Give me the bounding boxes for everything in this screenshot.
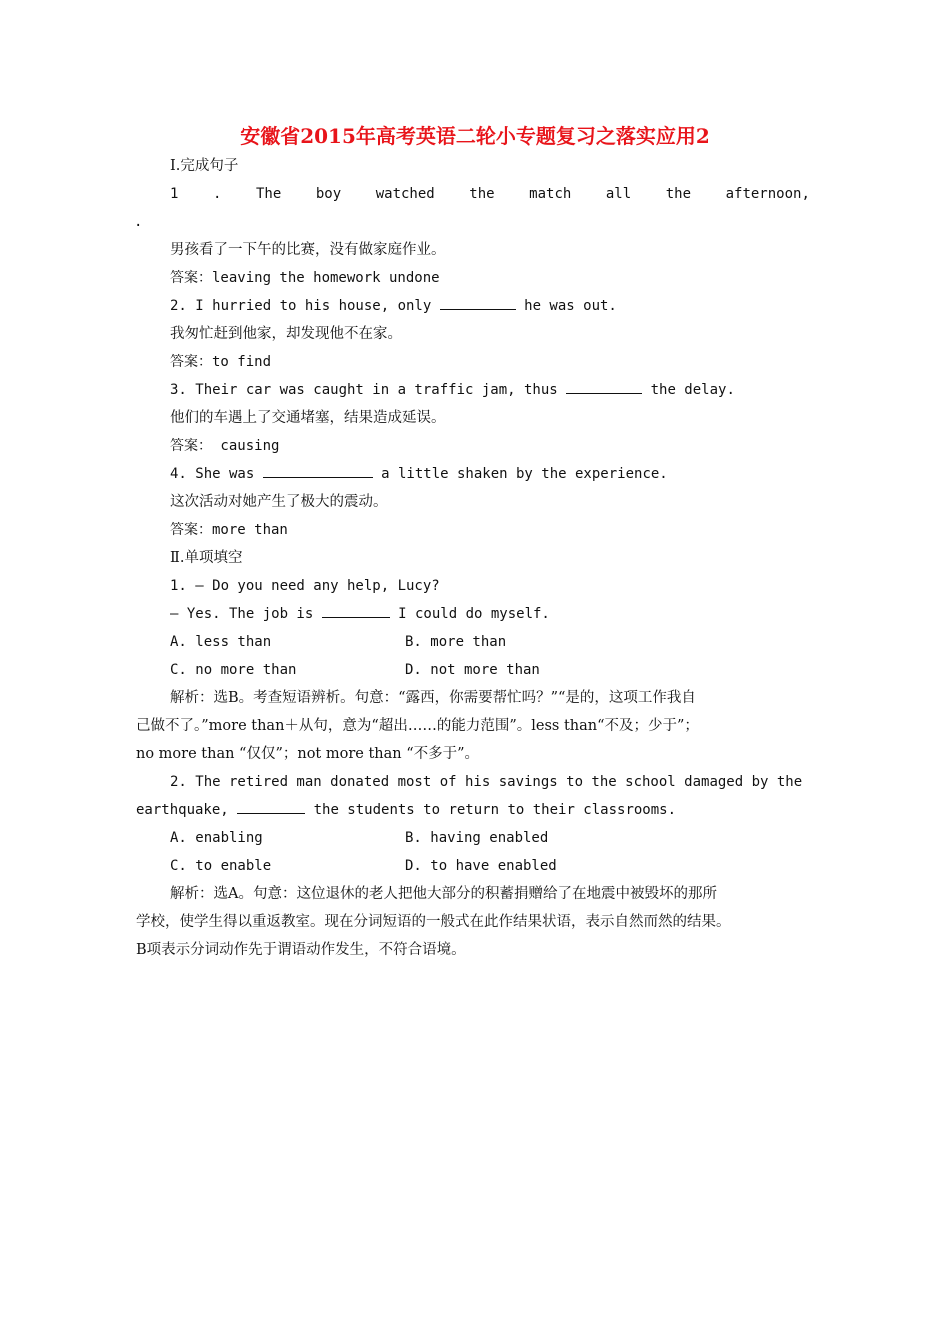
question-4-blank[interactable] — [263, 463, 373, 478]
mc-question-2-blank[interactable] — [237, 799, 305, 814]
mc-question-1-explanation-2: 己做不了。”more than＋从句，意为“超出……的能力范围”。less than“不及；少于”； — [136, 718, 699, 734]
question-1-line — [170, 180, 830, 208]
question-1-answer: 答案：leaving the homework undone — [170, 270, 440, 286]
mc-question-2-text-before: earthquake, — [136, 802, 238, 818]
mc-question-1-text-after: I could do myself. — [389, 606, 550, 622]
question-4-text-before: 4. She was — [170, 466, 263, 482]
document-title: 安徽省2015年高考英语二轮小专题复习之落实应用2 — [240, 124, 710, 148]
mc-question-1-options-cd — [170, 656, 830, 684]
question-4-text-after: a little shaken by the experience. — [372, 466, 668, 482]
question-3-text-after: the delay. — [642, 382, 735, 398]
question-1-word: watched — [375, 186, 435, 202]
mc-question-1-option-c[interactable]: C. no more than — [170, 662, 297, 678]
question-2-line — [170, 292, 830, 320]
mc-question-2-option-b[interactable]: B. having enabled — [405, 830, 549, 846]
section-heading-multiple-choice: Ⅱ.单项填空 — [170, 550, 243, 566]
question-1-word: The — [256, 186, 282, 202]
question-2-text-before: 2. I hurried to his house, only — [170, 298, 440, 314]
mc-question-2-explanation-3: B项表示分词动作先于谓语动作发生，不符合语境。 — [136, 942, 466, 958]
mc-question-1-option-d[interactable]: D. not more than — [405, 662, 540, 678]
question-3-text-before: 3. Their car was caught in a traffic jam, thus — [170, 382, 567, 398]
mc-question-1-line-2 — [170, 600, 830, 628]
question-4-chinese: 这次活动对她产生了极大的震动。 — [170, 494, 388, 510]
question-1-word: all — [605, 186, 632, 202]
mc-question-1-option-a[interactable]: A. less than — [170, 634, 272, 650]
mc-question-1-option-b[interactable]: B. more than — [405, 634, 507, 650]
mc-question-2-option-c[interactable]: C. to enable — [170, 858, 272, 874]
mc-question-1-blank[interactable] — [322, 603, 390, 618]
question-1-continuation: . — [134, 214, 143, 230]
question-2-answer: 答案：to find — [170, 354, 272, 370]
question-4-answer: 答案：more than — [170, 522, 288, 538]
question-1-words — [170, 180, 810, 208]
question-3-answer: 答案： causing — [170, 438, 280, 454]
mc-question-2-options-ab — [170, 824, 830, 852]
mc-question-1-options-ab — [170, 628, 830, 656]
question-3-chinese: 他们的车遇上了交通堵塞，结果造成延误。 — [170, 410, 446, 426]
mc-question-2-explanation-1: 解析：选A。句意：这位退休的老人把他大部分的积蓄捐赠给了在地震中被毁坏的那所 — [170, 886, 717, 902]
mc-question-2-option-d[interactable]: D. to have enabled — [405, 858, 557, 874]
question-1-word: the — [469, 186, 495, 202]
question-3-blank[interactable] — [566, 379, 642, 394]
question-1-word: . — [213, 186, 222, 202]
question-1-word: the — [665, 186, 692, 202]
mc-question-2-options-cd — [170, 852, 830, 880]
question-2-text-after: he was out. — [515, 298, 617, 314]
question-2-blank[interactable] — [440, 295, 516, 310]
mc-question-2-option-a[interactable]: A. enabling — [170, 830, 263, 846]
mc-question-1-explanation-3: no more than “仅仅”；not more than “不多于”。 — [136, 746, 480, 762]
question-2-chinese: 我匆忙赶到他家，却发现他不在家。 — [170, 326, 402, 342]
question-1-word: boy — [315, 186, 342, 202]
question-1-word: 1 — [170, 186, 179, 202]
mc-question-1-text-before: — Yes. The job is — [170, 606, 322, 622]
question-3-line — [170, 376, 830, 404]
mc-question-2-line-2 — [136, 796, 826, 824]
mc-question-1-explanation-1: 解析：选B。考查短语辨析。句意：“露西，你需要帮忙吗？”“是的，这项工作我自 — [170, 690, 696, 706]
question-1-chinese: 男孩看了一下午的比赛，没有做家庭作业。 — [170, 242, 446, 258]
mc-question-2-text-after: the students to return to their classrooms. — [305, 802, 677, 818]
question-4-line — [170, 460, 830, 488]
question-1-word: match — [529, 186, 572, 202]
mc-question-2-line-1: 2. The retired man donated most of his savings to the school damaged by the — [170, 774, 803, 790]
mc-question-2-explanation-2: 学校，使学生得以重返教室。现在分词短语的一般式在此作结果状语，表示自然而然的结果。 — [136, 914, 731, 930]
question-1-word: afternoon, — [725, 186, 810, 202]
mc-question-1-line-1: 1. — Do you need any help, Lucy? — [170, 578, 440, 594]
section-heading-complete-sentences: Ⅰ.完成句子 — [170, 158, 239, 174]
